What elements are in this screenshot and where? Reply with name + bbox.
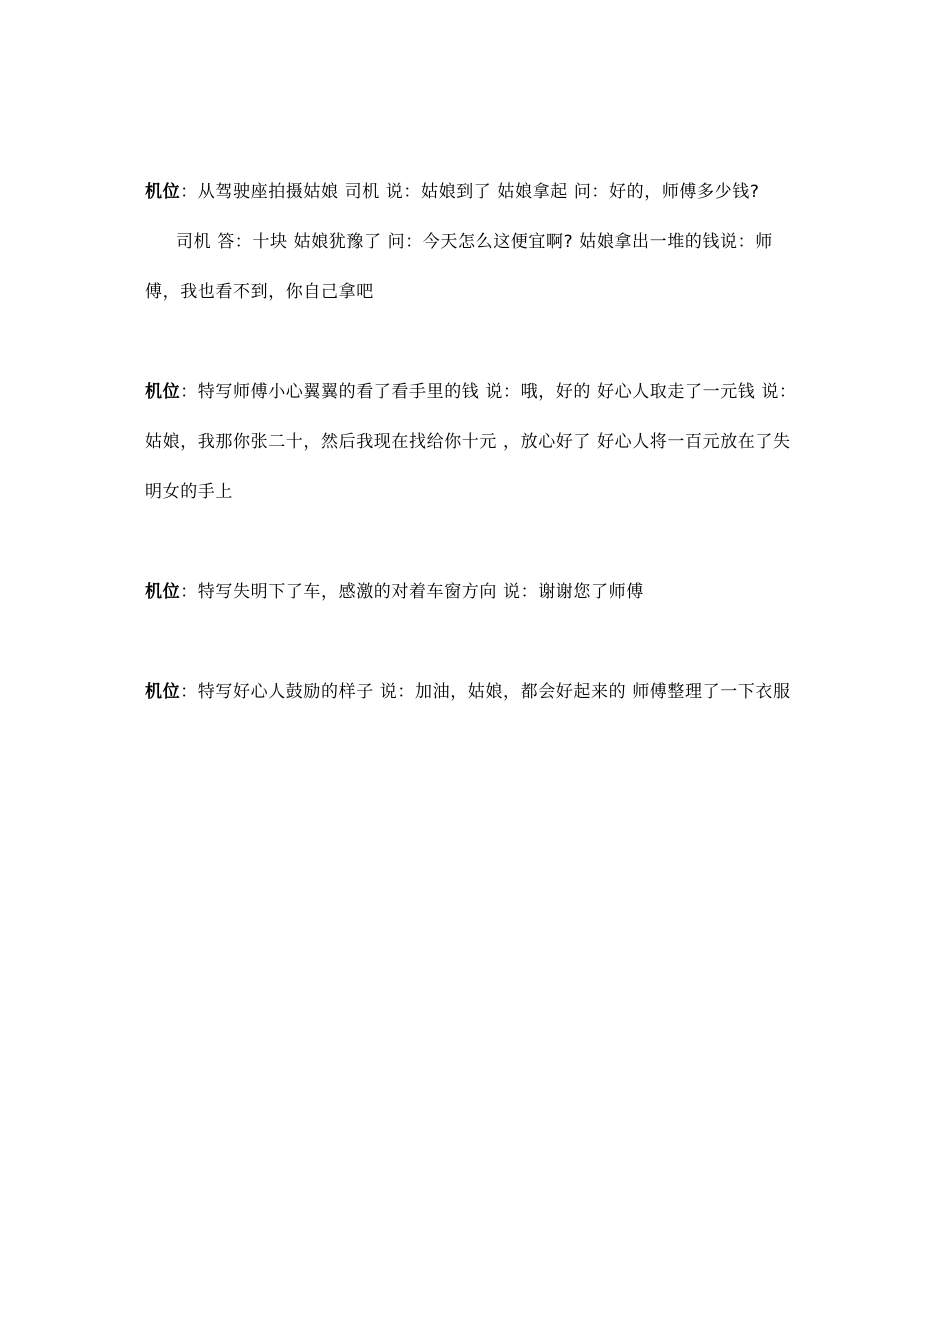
shot-text: ：特写师傅小心翼翼的看了看手里的钱 说：哦，好的 好心人取走了一元钱 说：姑娘，我那你张二十，然后我现在找给你十元 ，放心好了 好心人将一百元放在了失明女的手上	[145, 382, 797, 502]
script-body	[145, 167, 807, 717]
dialogue-text: 司机 答：十块 姑娘犹豫了 问：今天怎么这便宜啊? 姑娘拿出一堆的钱说：师傅，我也看不到，你自己拿吧	[145, 232, 773, 302]
shot-text: ：特写失明下了车，感激的对着车窗方向 说：谢谢您了师傅	[180, 582, 644, 602]
shot-paragraph-2	[145, 367, 807, 517]
shot-label: 机位	[145, 582, 181, 602]
paragraph-spacer	[145, 617, 807, 667]
shot-paragraph-4	[145, 667, 807, 717]
shot-label: 机位	[145, 182, 181, 202]
shot-paragraph-1	[145, 167, 807, 217]
shot-paragraph-3	[145, 567, 807, 617]
shot-text: ：从驾驶座拍摄姑娘 司机 说：姑娘到了 姑娘拿起 问：好的，师傅多少钱?	[180, 182, 760, 202]
shot-label: 机位	[145, 382, 181, 402]
paragraph-spacer	[145, 317, 807, 367]
shot-label: 机位	[145, 682, 181, 702]
paragraph-spacer	[145, 517, 807, 567]
dialogue-paragraph	[145, 217, 807, 317]
shot-text: ：特写好心人鼓励的样子 说：加油，姑娘，都会好起来的 师傅整理了一下衣服	[180, 682, 791, 702]
